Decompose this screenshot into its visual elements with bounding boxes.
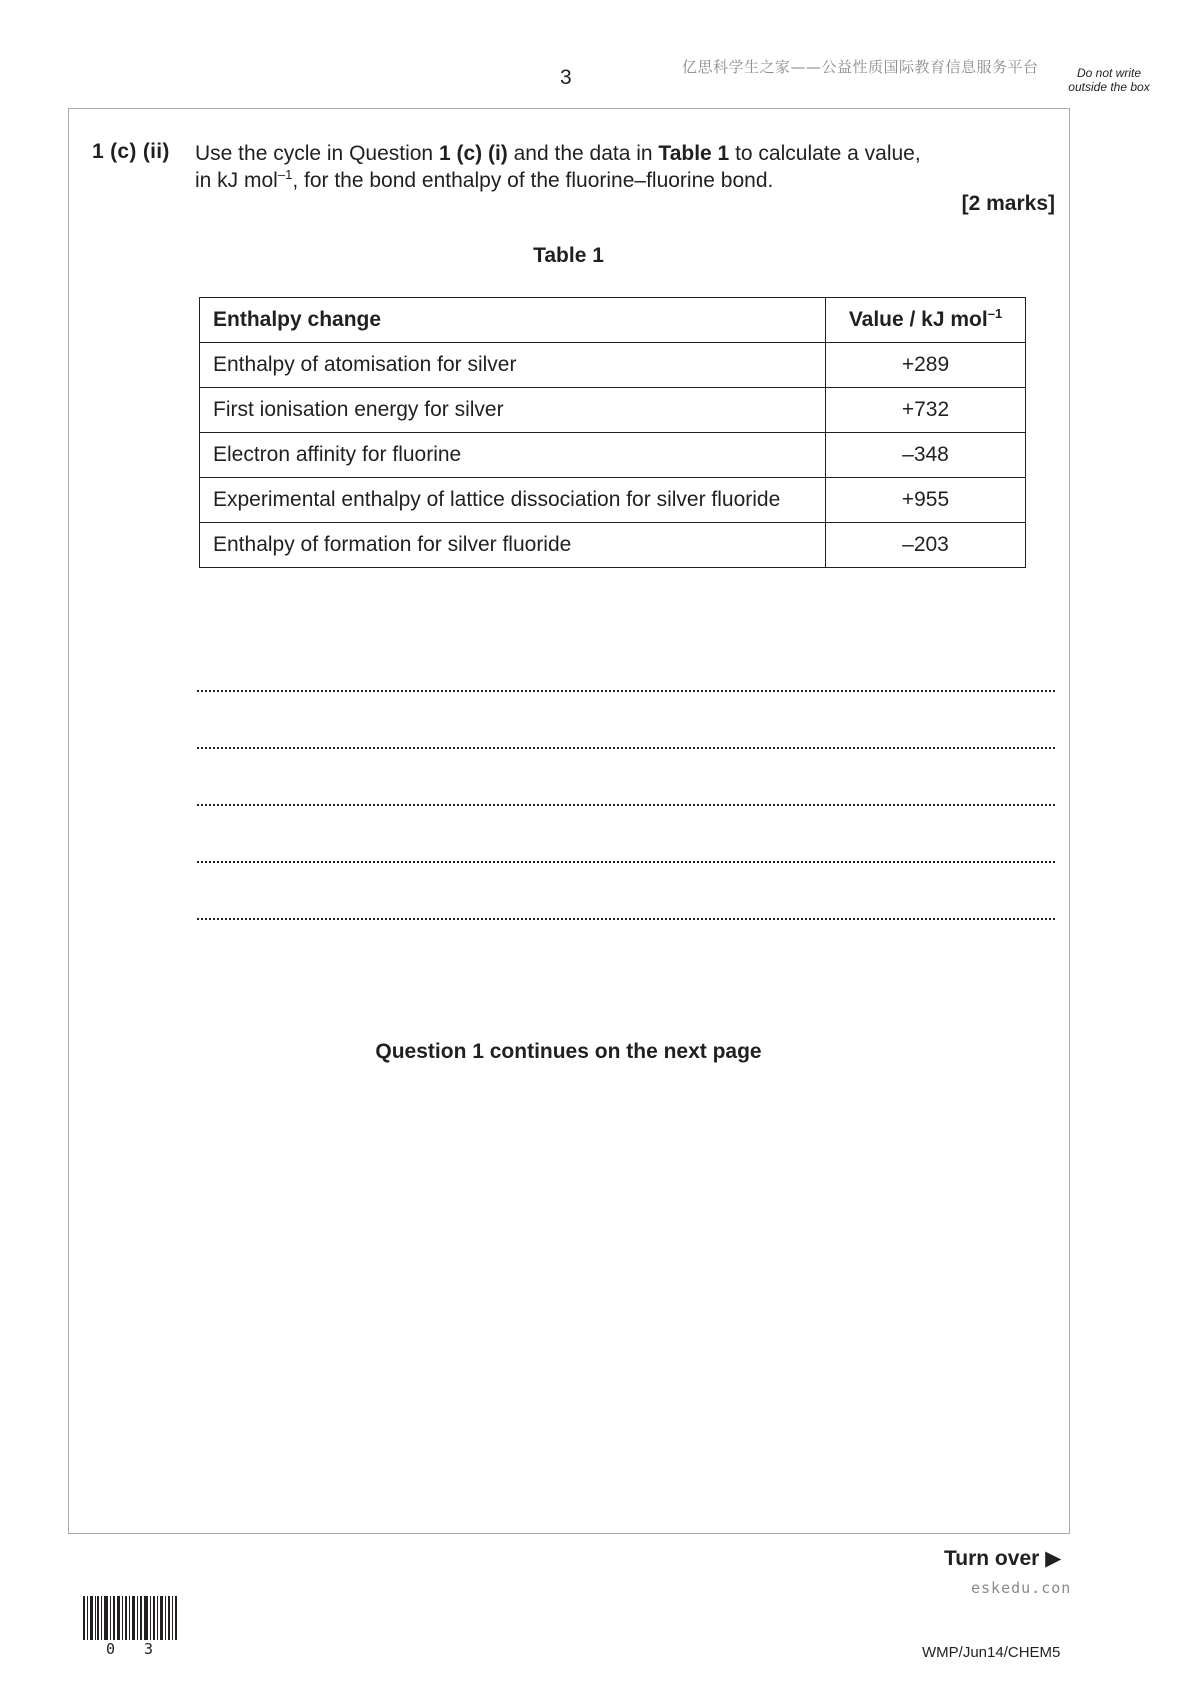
barcode-digits: 0 3 (106, 1640, 164, 1658)
table-row (200, 388, 1026, 433)
row-label: Experimental enthalpy of lattice dissociation for silver fluoride (200, 478, 826, 523)
answer-line[interactable] (197, 690, 1055, 692)
header-value: Value / kJ mol$^{-1}$ (826, 298, 1026, 343)
table-row (200, 523, 1026, 568)
margin-note: Do not write outside the box (1068, 66, 1150, 94)
row-label: Enthalpy of formation for silver fluoride (200, 523, 826, 568)
barcode-icon (83, 1596, 177, 1640)
continues-note: Question 1 continues on the next page (375, 1040, 762, 1063)
question-line-1: Use the cycle in Question 1 (c) (i) and the data in Table 1 to calculate a value, (195, 142, 921, 165)
answer-line[interactable] (197, 804, 1055, 806)
table-row (200, 478, 1026, 523)
enthalpy-table (199, 297, 1026, 568)
site-watermark: eskedu.con (971, 1579, 1072, 1597)
row-value: +289 (826, 343, 1026, 388)
row-value: –348 (826, 433, 1026, 478)
paper-reference: WMP/Jun14/CHEM5 (922, 1644, 1061, 1661)
table-header-row (200, 298, 1026, 343)
row-value: +955 (826, 478, 1026, 523)
row-label: Enthalpy of atomisation for silver (200, 343, 826, 388)
table-title: Table 1 (533, 244, 604, 267)
page-number: 3 (560, 66, 572, 89)
answer-line[interactable] (197, 918, 1055, 920)
question-text (195, 140, 1055, 194)
answer-line[interactable] (197, 861, 1055, 863)
marks-label: [2 marks] (961, 192, 1055, 215)
table-row (200, 343, 1026, 388)
header-enthalpy-change: Enthalpy change (200, 298, 826, 343)
question-line-2: in kJ mol$^{-1}$, for the bond enthalpy of the fluorine–fluorine bond. (195, 167, 774, 192)
turn-over-label: Turn over ▶ (944, 1547, 1062, 1570)
row-label: First ionisation energy for silver (200, 388, 826, 433)
watermark-text: 亿思科学生之家——公益性质国际教育信息服务平台 (682, 58, 1039, 76)
question-number: 1 (c) (ii) (92, 140, 170, 163)
row-value: +732 (826, 388, 1026, 433)
table-row (200, 433, 1026, 478)
row-value: –203 (826, 523, 1026, 568)
row-label: Electron affinity for fluorine (200, 433, 826, 478)
answer-line[interactable] (197, 747, 1055, 749)
